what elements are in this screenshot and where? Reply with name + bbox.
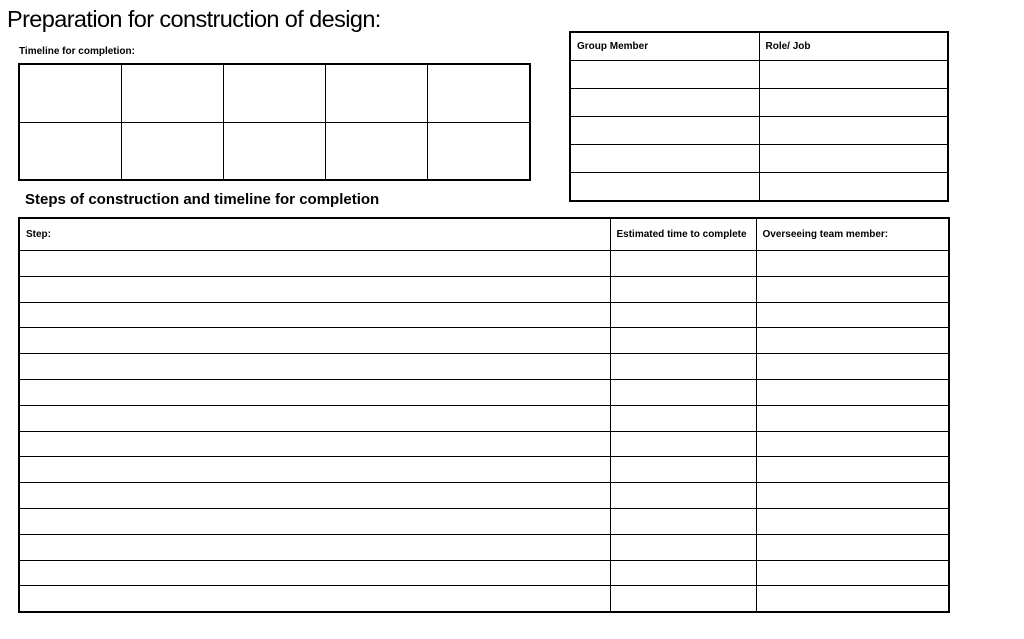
table-row <box>19 483 949 509</box>
column-header-overseeing-member: Overseeing team member: <box>756 218 949 251</box>
table-header-row <box>19 218 949 251</box>
step-cell[interactable] <box>19 534 610 560</box>
step-cell[interactable] <box>19 457 610 483</box>
table-row <box>19 508 949 534</box>
step-cell[interactable] <box>19 302 610 328</box>
table-row <box>19 586 949 612</box>
timeline-cell[interactable] <box>428 122 530 180</box>
role-job-cell[interactable] <box>759 173 948 202</box>
page-title: Preparation for construction of design: <box>7 6 381 32</box>
group-member-cell[interactable] <box>570 117 759 145</box>
overseeing-member-cell[interactable] <box>756 379 949 405</box>
table-row <box>19 354 949 380</box>
table-row <box>19 431 949 457</box>
step-cell[interactable] <box>19 328 610 354</box>
table-row <box>19 405 949 431</box>
table-row <box>19 560 949 586</box>
role-job-cell[interactable] <box>759 117 948 145</box>
estimated-time-cell[interactable] <box>610 560 756 586</box>
table-row <box>19 457 949 483</box>
step-cell[interactable] <box>19 431 610 457</box>
timeline-row <box>19 122 530 180</box>
overseeing-member-cell[interactable] <box>756 508 949 534</box>
overseeing-member-cell[interactable] <box>756 251 949 277</box>
step-cell[interactable] <box>19 405 610 431</box>
timeline-label: Timeline for completion: <box>19 46 135 57</box>
table-row <box>19 534 949 560</box>
timeline-cell[interactable] <box>223 122 325 180</box>
step-cell[interactable] <box>19 251 610 277</box>
group-member-cell[interactable] <box>570 173 759 202</box>
step-cell[interactable] <box>19 560 610 586</box>
timeline-cell[interactable] <box>121 122 223 180</box>
column-header-role-job: Role/ Job <box>759 32 948 61</box>
step-cell[interactable] <box>19 483 610 509</box>
timeline-cell[interactable] <box>428 64 530 122</box>
step-cell[interactable] <box>19 276 610 302</box>
overseeing-member-cell[interactable] <box>756 405 949 431</box>
step-cell[interactable] <box>19 379 610 405</box>
column-header-estimated-time: Estimated time to complete <box>610 218 756 251</box>
table-row <box>570 173 948 202</box>
table-row <box>19 276 949 302</box>
timeline-cell[interactable] <box>223 64 325 122</box>
table-row <box>570 145 948 173</box>
group-member-table <box>569 31 949 202</box>
step-cell[interactable] <box>19 508 610 534</box>
estimated-time-cell[interactable] <box>610 302 756 328</box>
estimated-time-cell[interactable] <box>610 251 756 277</box>
overseeing-member-cell[interactable] <box>756 276 949 302</box>
overseeing-member-cell[interactable] <box>756 302 949 328</box>
overseeing-member-cell[interactable] <box>756 534 949 560</box>
step-cell[interactable] <box>19 586 610 612</box>
group-member-cell[interactable] <box>570 145 759 173</box>
estimated-time-cell[interactable] <box>610 328 756 354</box>
column-header-group-member: Group Member <box>570 32 759 61</box>
timeline-cell[interactable] <box>19 64 121 122</box>
estimated-time-cell[interactable] <box>610 276 756 302</box>
timeline-cell[interactable] <box>326 122 428 180</box>
estimated-time-cell[interactable] <box>610 431 756 457</box>
timeline-cell[interactable] <box>19 122 121 180</box>
steps-section-title: Steps of construction and timeline for completion <box>25 191 380 208</box>
table-header-row <box>570 32 948 61</box>
table-row <box>19 328 949 354</box>
estimated-time-cell[interactable] <box>610 405 756 431</box>
overseeing-member-cell[interactable] <box>756 354 949 380</box>
estimated-time-cell[interactable] <box>610 508 756 534</box>
step-cell[interactable] <box>19 354 610 380</box>
overseeing-member-cell[interactable] <box>756 586 949 612</box>
overseeing-member-cell[interactable] <box>756 328 949 354</box>
table-row <box>19 251 949 277</box>
timeline-grid <box>18 63 531 181</box>
timeline-cell[interactable] <box>121 64 223 122</box>
table-row <box>570 61 948 89</box>
overseeing-member-cell[interactable] <box>756 483 949 509</box>
table-row <box>570 117 948 145</box>
timeline-cell[interactable] <box>326 64 428 122</box>
estimated-time-cell[interactable] <box>610 457 756 483</box>
role-job-cell[interactable] <box>759 61 948 89</box>
group-member-cell[interactable] <box>570 61 759 89</box>
table-row <box>570 89 948 117</box>
estimated-time-cell[interactable] <box>610 379 756 405</box>
overseeing-member-cell[interactable] <box>756 457 949 483</box>
column-header-step: Step: <box>19 218 610 251</box>
group-member-cell[interactable] <box>570 89 759 117</box>
estimated-time-cell[interactable] <box>610 534 756 560</box>
table-row <box>19 302 949 328</box>
estimated-time-cell[interactable] <box>610 483 756 509</box>
construction-steps-table <box>18 217 950 613</box>
overseeing-member-cell[interactable] <box>756 560 949 586</box>
estimated-time-cell[interactable] <box>610 354 756 380</box>
role-job-cell[interactable] <box>759 89 948 117</box>
estimated-time-cell[interactable] <box>610 586 756 612</box>
role-job-cell[interactable] <box>759 145 948 173</box>
overseeing-member-cell[interactable] <box>756 431 949 457</box>
table-row <box>19 379 949 405</box>
timeline-row <box>19 64 530 122</box>
